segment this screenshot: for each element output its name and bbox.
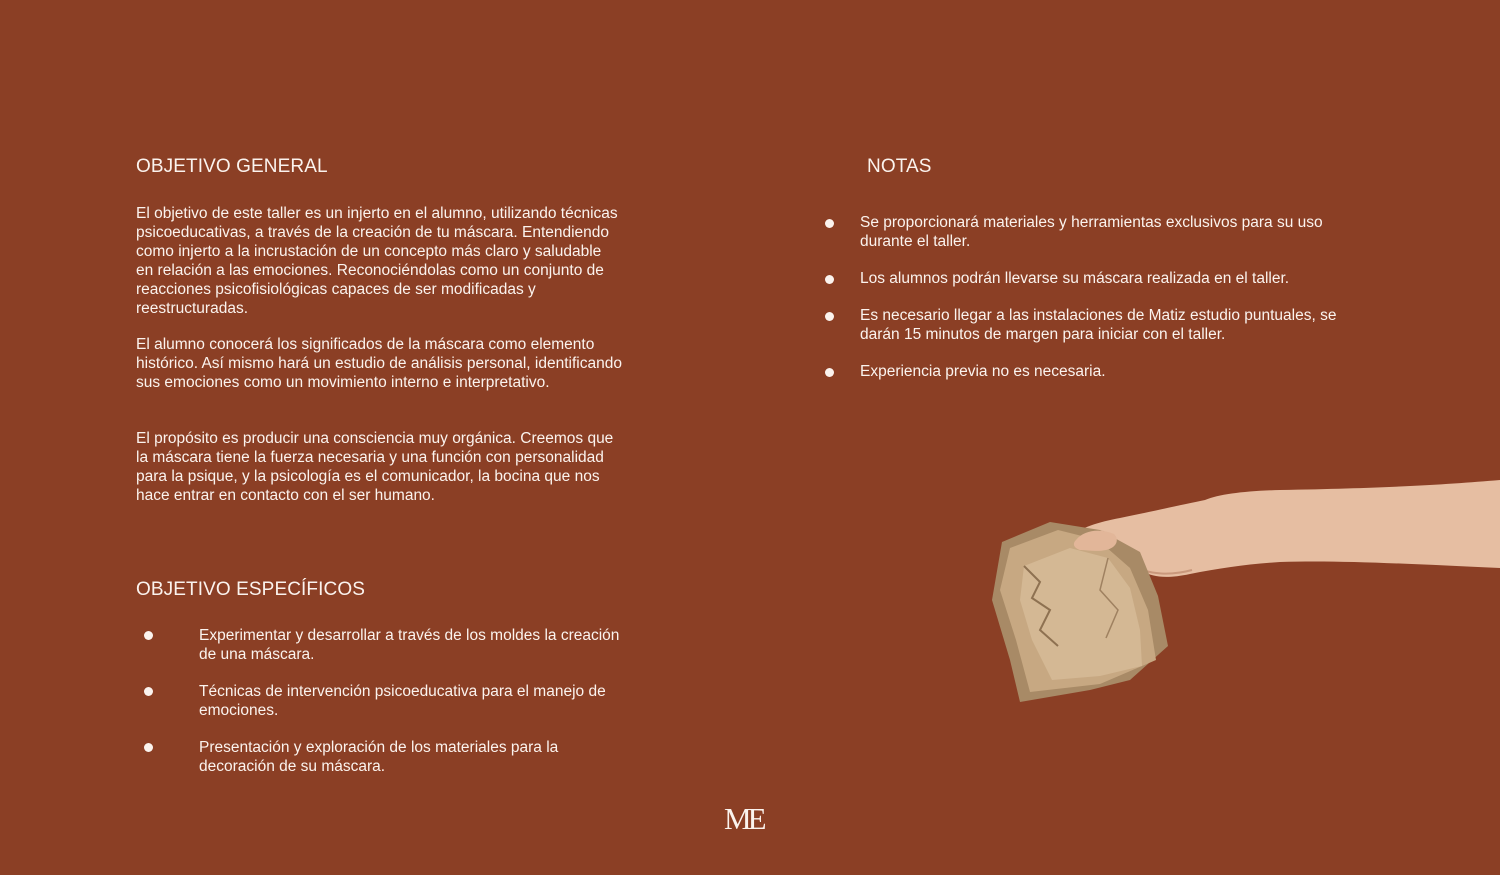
list-item <box>822 213 1342 251</box>
brand-logo: ME <box>724 801 763 836</box>
list-item-text: Técnicas de intervención psicoeducativa para el manejo de emociones. <box>199 683 606 719</box>
bullet-dot-icon <box>144 687 153 696</box>
general-objective-title: OBJETIVO GENERAL <box>136 156 328 177</box>
general-objective-paragraph-1: El objetivo de este taller es un injerto en el alumno, utilizando técnicas psicoeducativas, a través de la creación de tu máscara. Entendiendo como injerto a la incrustación de un concepto más claro y saludable en relación a las emociones. Reconociéndolas como un conjunto de reacciones psicofisiológicas capaces de ser modificadas y reestructuradas. <box>136 205 618 317</box>
list-item-text: Experimentar y desarrollar a través de los moldes la creación de una máscara. <box>199 627 620 663</box>
specific-objectives-list <box>136 626 636 794</box>
bullet-dot-icon <box>825 275 834 284</box>
list-item-text: Se proporcionará materiales y herramientas exclusivos para su uso durante el taller. <box>860 214 1323 250</box>
list-item <box>136 738 636 776</box>
bullet-dot-icon <box>825 368 834 377</box>
bullet-dot-icon <box>825 219 834 228</box>
list-item-text: Experiencia previa no es necesaria. <box>860 363 1106 380</box>
list-item <box>822 269 1342 288</box>
notes-title: NOTAS <box>867 156 932 177</box>
list-item <box>822 306 1342 344</box>
bullet-dot-icon <box>825 312 834 321</box>
list-item <box>136 626 636 664</box>
notes-list <box>822 213 1342 399</box>
bullet-dot-icon <box>144 743 153 752</box>
bullet-dot-icon <box>144 631 153 640</box>
list-item-text: Presentación y exploración de los materiales para la decoración de su máscara. <box>199 739 559 775</box>
general-objective-paragraph-3: El propósito es producir una consciencia muy orgánica. Creemos que la máscara tiene la fuerza necesaria y una función con personalidad para la psique, y la psicología es el comunicador, la bocina que nos hace entrar en contacto con el ser humano. <box>136 430 614 504</box>
list-item <box>822 362 1342 381</box>
list-item-text: Es necesario llegar a las instalaciones de Matiz estudio puntuales, se darán 15 minutos de margen para iniciar con el taller. <box>860 307 1337 343</box>
general-objective-paragraph-2: El alumno conocerá los significados de la máscara como elemento histórico. Así mismo hará un estudio de análisis personal, identificando sus emociones como un movimiento interno e interpretativo. <box>136 336 622 391</box>
list-item-text: Los alumnos podrán llevarse su máscara realizada en el taller. <box>860 270 1290 287</box>
specific-objectives-title: OBJETIVO ESPECÍFICOS <box>136 579 365 600</box>
hand-holding-paper-image <box>980 470 1500 710</box>
list-item <box>136 682 636 720</box>
